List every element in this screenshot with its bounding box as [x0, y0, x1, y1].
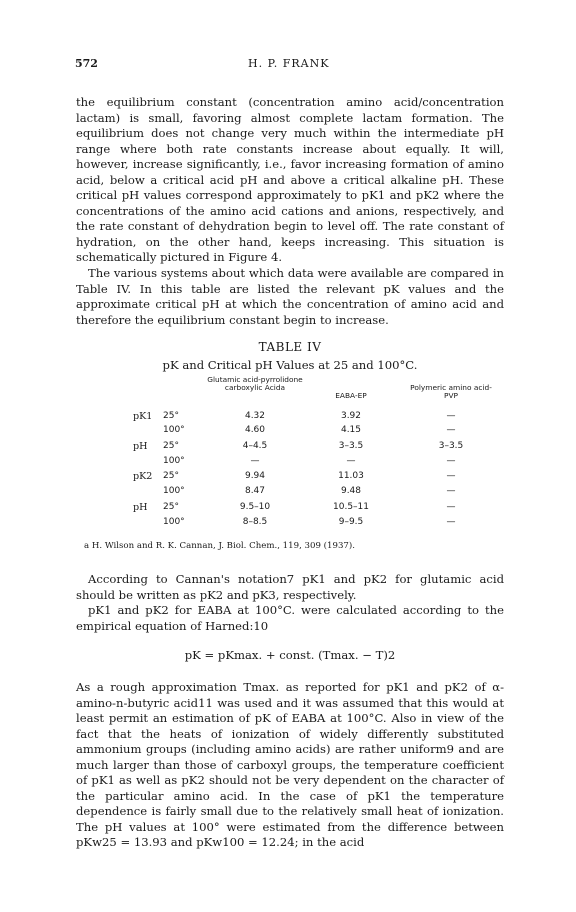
table-cell-c2-row-1: 3.92 — [340, 411, 362, 421]
table-cell-c1-row-5: 9.94 — [244, 471, 266, 481]
table-cell-c1-row-2: 4.60 — [244, 425, 266, 435]
paragraph-2: The various systems about which data were available are compared in Table IV. In this table are listed the relevant pK values and the approximate critical pH at which the concentration of amino acid and therefore the equilibrium constant begin to increase. — [76, 266, 504, 327]
table-cell-temp-row-4: 100° — [163, 456, 185, 466]
table-cell-c2-row-8: 9–9.5 — [338, 517, 364, 527]
column-header-glutamic: Glutamic acid-pyrrolidone carboxylic Acida — [207, 375, 303, 392]
table-cell-label-row-7: pH — [133, 502, 148, 513]
table-cell-c1-row-7: 9.5–10 — [239, 502, 271, 512]
table-cell-temp-row-6: 100° — [163, 486, 185, 496]
table-cell-temp-row-5: 25° — [163, 471, 179, 481]
table-cell-temp-row-8: 100° — [163, 517, 185, 527]
paragraph-1: the equilibrium constant (concentration amino acid/concentration lactam) is small, favoring almost complete lactam formation. The equilibrium does not change very much within the intermediate pH range where both rate constants increase about equally. It will, however, increase significantly, i.e., favor increasing formation of amino acid, below a critical acid pH and above a critical alkaline pH. These critical pH values correspond approximately to pK1 and pK2 where the concentrations of the amino acid cations and anions, respectively, and the rate constant of dehydration begin to level off. The rate constant of hydration, on the other hand, keeps increasing. This situation is schematically pictured in Figure 4. — [76, 95, 504, 265]
table-cell-c2-row-4: — — [346, 456, 356, 466]
table-cell-c3-row-3: 3–3.5 — [438, 441, 464, 451]
table-cell-temp-row-3: 25° — [163, 441, 179, 451]
table-title: pK and Critical pH Values at 25 and 100°C. — [162, 358, 418, 372]
running-title: H. P. FRANK — [248, 57, 330, 70]
table-cell-c3-row-2: — — [446, 425, 456, 435]
table-cell-label-row-1: pK1 — [133, 411, 153, 422]
table-cell-c1-row-6: 8.47 — [244, 486, 266, 496]
table-cell-c2-row-2: 4.15 — [340, 425, 362, 435]
table-cell-c1-row-3: 4–4.5 — [242, 441, 268, 451]
column-header-eaba: EABA-EP — [335, 391, 367, 400]
table-cell-c2-row-3: 3–3.5 — [338, 441, 364, 451]
table-cell-c2-row-6: 9.48 — [340, 486, 362, 496]
table-cell-c1-row-8: 8–8.5 — [242, 517, 268, 527]
table-cell-c3-row-1: — — [446, 411, 456, 421]
table-cell-label-row-5: pK2 — [133, 471, 153, 482]
table-cell-temp-row-7: 25° — [163, 502, 179, 512]
table-cell-c3-row-6: — — [446, 486, 456, 496]
table-cell-temp-row-2: 100° — [163, 425, 185, 435]
table-cell-c3-row-4: — — [446, 456, 456, 466]
equation: pK = pKmax. + const. (Tmax. − T)2 — [184, 648, 396, 662]
paragraph-3: According to Cannan's notation7 pK1 and pK2 for glutamic acid should be written as pK2 and pK3, respectively. — [76, 572, 504, 602]
table-footnote: a H. Wilson and R. K. Cannan, J. Biol. Chem., 119, 309 (1937). — [84, 541, 355, 551]
table-cell-c1-row-1: 4.32 — [244, 411, 266, 421]
paragraph-5: As a rough approximation Tmax. as reported for pK1 and pK2 of α-amino-n-butyric acid11 was used and it was assumed that this would at least permit an estimation of pK of EABA at 100°C. Also in view of the fact that the heats of ionization of widely differently substituted ammonium groups (including amino acids) are rather uniform9 and are much larger than those of carboxyl groups, the temperature coefficient of pK1 as well as pK2 should not be very dependent on the character of the particular amino acid. In the case of pK1 the temperature dependence is fairly small due to the relatively small heat of ionization. The pH values at 100° were estimated from the difference between pKw25 = 13.93 and pKw100 = 12.24; in the acid — [76, 680, 504, 850]
table-cell-c3-row-7: — — [446, 502, 456, 512]
paragraph-4: pK1 and pK2 for EABA at 100°C. were calculated according to the empirical equation of Harned:10 — [76, 603, 504, 633]
table-cell-temp-row-1: 25° — [163, 411, 179, 421]
table-cell-c3-row-8: — — [446, 517, 456, 527]
table-cell-c2-row-7: 10.5–11 — [333, 502, 369, 512]
table-number: TABLE IV — [258, 340, 322, 354]
column-header-pvp: Polymeric amino acid-PVP — [410, 383, 492, 400]
page-number: 572 — [75, 57, 98, 70]
table-cell-c2-row-5: 11.03 — [338, 471, 364, 481]
table-cell-c1-row-4: — — [250, 456, 260, 466]
table-cell-label-row-3: pH — [133, 441, 148, 452]
table-cell-c3-row-5: — — [446, 471, 456, 481]
